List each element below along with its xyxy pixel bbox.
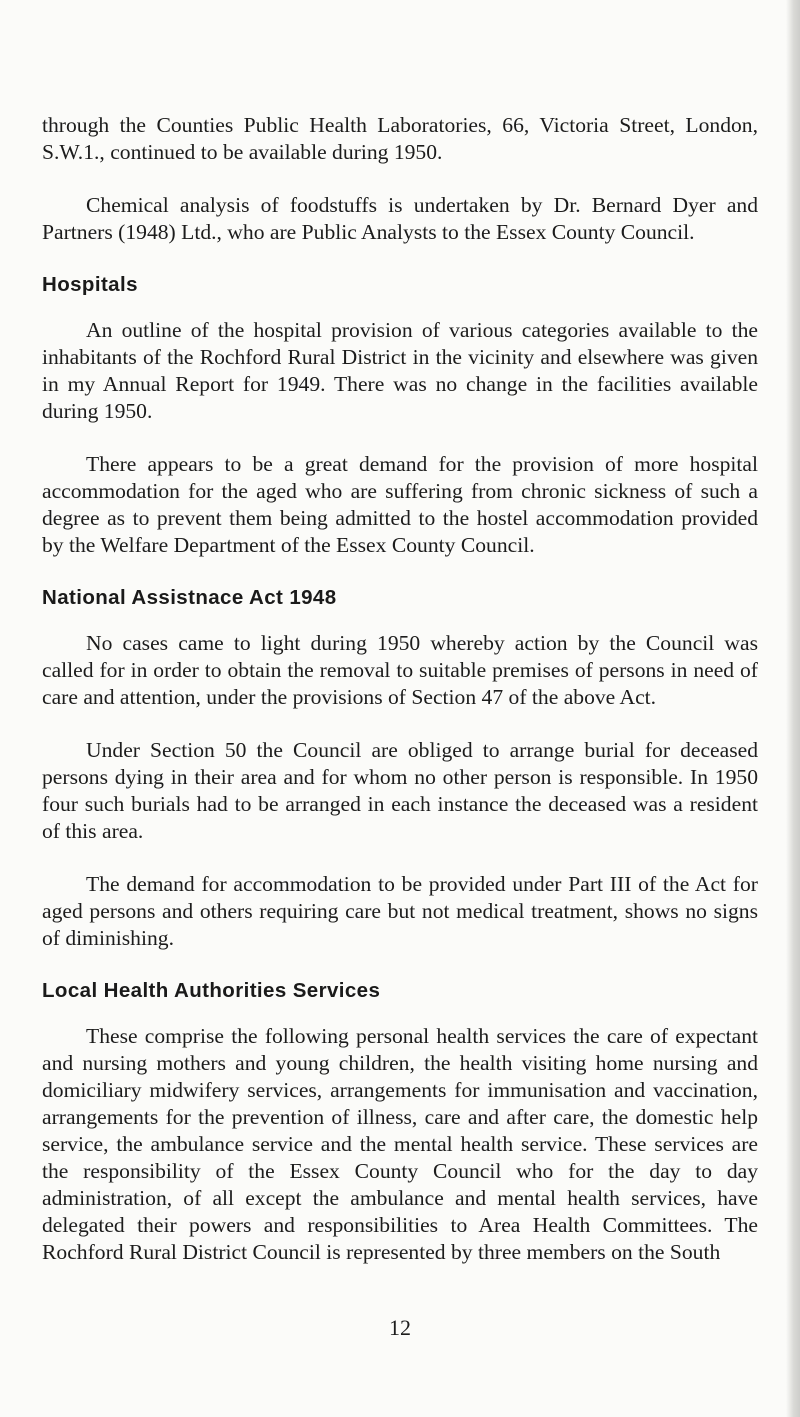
paragraph-section-47: No cases came to light during 1950 whereby action by the Council was called for in order to obtain the removal to suitable premises of persons in need of care and attention, under the provisions of Section 47 of the above Act.	[42, 631, 758, 709]
paragraph-hospitals-outline: An outline of the hospital provision of various categories available to the inhabitants of the Rochford Rural District in the vicinity and elsewhere was given in my Annual Report for 1949. There was no change in the facilities available during 1950.	[42, 318, 758, 423]
paragraph-chemical-analysis: Chemical analysis of foodstuffs is undertaken by Dr. Bernard Dyer and Partners (1948) Ltd., who are Public Analysts to the Essex County Council.	[42, 193, 758, 244]
heading-hospitals: Hospitals	[42, 273, 138, 296]
paragraph-hospitals-demand: There appears to be a great demand for the provision of more hospital accommodation for the aged who are suffering from chronic sickness of such a degree as to prevent them being admitted to the hostel accommodation provided by the Welfare Department of the Essex County Council.	[42, 452, 758, 557]
page-edge-shadow	[786, 0, 800, 1417]
paragraph-section-50: Under Section 50 the Council are obliged to arrange burial for deceased persons dying in their area and for whom no other person is responsible. In 1950 four such burials had to be arranged in each instance the deceased was a resident of this area.	[42, 738, 758, 843]
page-content	[42, 112, 758, 1292]
paragraph-part-iii: The demand for accommodation to be provided under Part III of the Act for aged persons and others requiring care but not medical treatment, shows no signs of diminishing.	[42, 872, 758, 950]
heading-local-health: Local Health Authorities Services	[42, 979, 381, 1002]
page-number: 12	[389, 1315, 411, 1340]
paragraph-local-health-services: These comprise the following personal health services the care of expectant and nursing mothers and young children, the health visiting home nursing and domiciliary midwifery services, arrangements for immunisation and vaccination, arrangements for the prevention of illness, care and after care, the domestic help service, the ambulance service and the mental health service. These services are the responsibility of the Essex County Council who for the day to day administration, of all except the ambulance and mental health services, have delegated their powers and responsibilities to Area Health Committees. The Rochford Rural District Council is represented by three members on the South	[42, 1024, 758, 1264]
heading-national-assistance: National Assistnace Act 1948	[42, 586, 337, 609]
paragraph-continuation: through the Counties Public Health Laboratories, 66, Victoria Street, London, S.W.1., continued to be available during 1950.	[42, 113, 758, 164]
